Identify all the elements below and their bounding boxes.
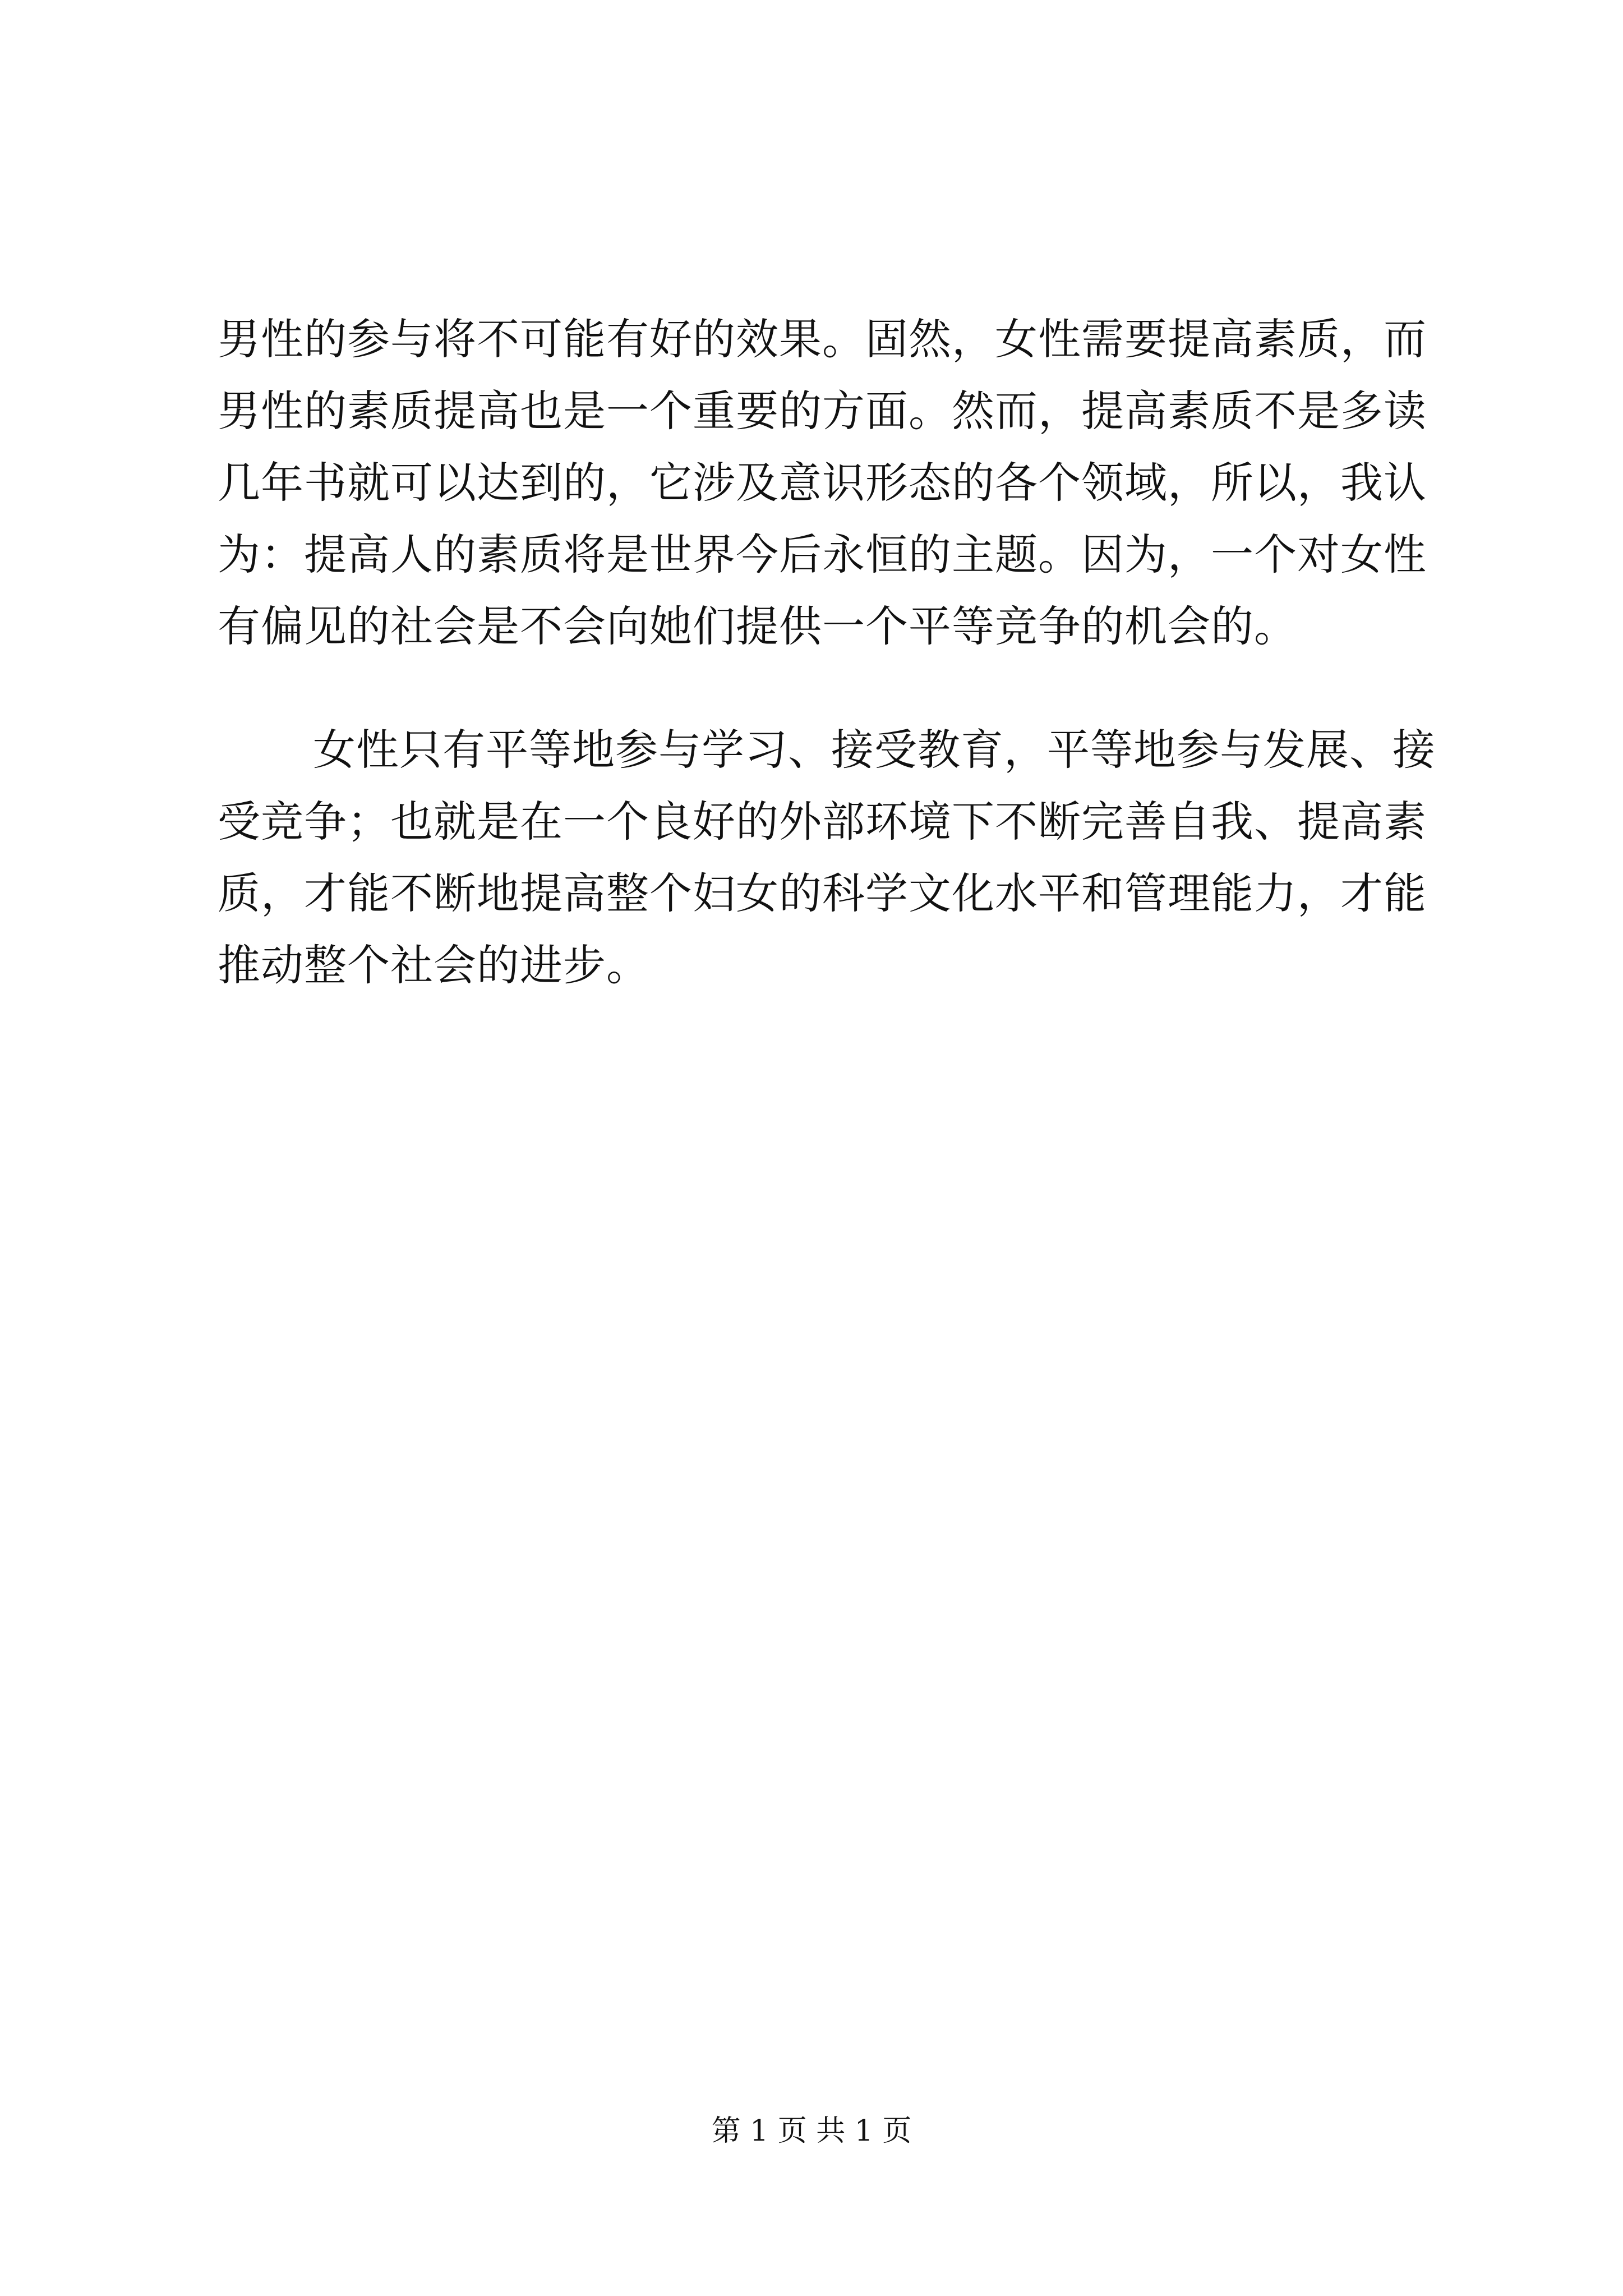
- paragraph-2-line-2: 受竞争；也就是在一个良好的外部环境下不断完善自我、提高素: [218, 797, 1427, 846]
- page-number-footer: 第 1 页 共 1 页: [711, 2114, 912, 2148]
- paragraph-1-line-5: 有偏见的社会是不会向她们提供一个平等竞争的机会的。: [218, 601, 1297, 651]
- paragraph-1-line-2: 男性的素质提高也是一个重要的方面。然而，提高素质不是多读: [218, 386, 1427, 436]
- paragraph-2-line-1: 女性只有平等地参与学习、接受教育，平等地参与发展、接: [313, 725, 1436, 775]
- paragraph-2-line-3: 质，才能不断地提高整个妇女的科学文化水平和管理能力，才能: [218, 868, 1427, 918]
- paragraph-1-line-3: 几年书就可以达到的，它涉及意识形态的各个领域，所以，我认: [218, 458, 1427, 508]
- paragraph-1-line-4: 为：提高人的素质将是世界今后永恒的主题。因为，一个对女性: [218, 530, 1427, 579]
- paragraph-2-line-4: 推动整个社会的进步。: [218, 940, 649, 990]
- paragraph-1-line-1: 男性的参与将不可能有好的效果。固然，女性需要提高素质，而: [218, 314, 1427, 364]
